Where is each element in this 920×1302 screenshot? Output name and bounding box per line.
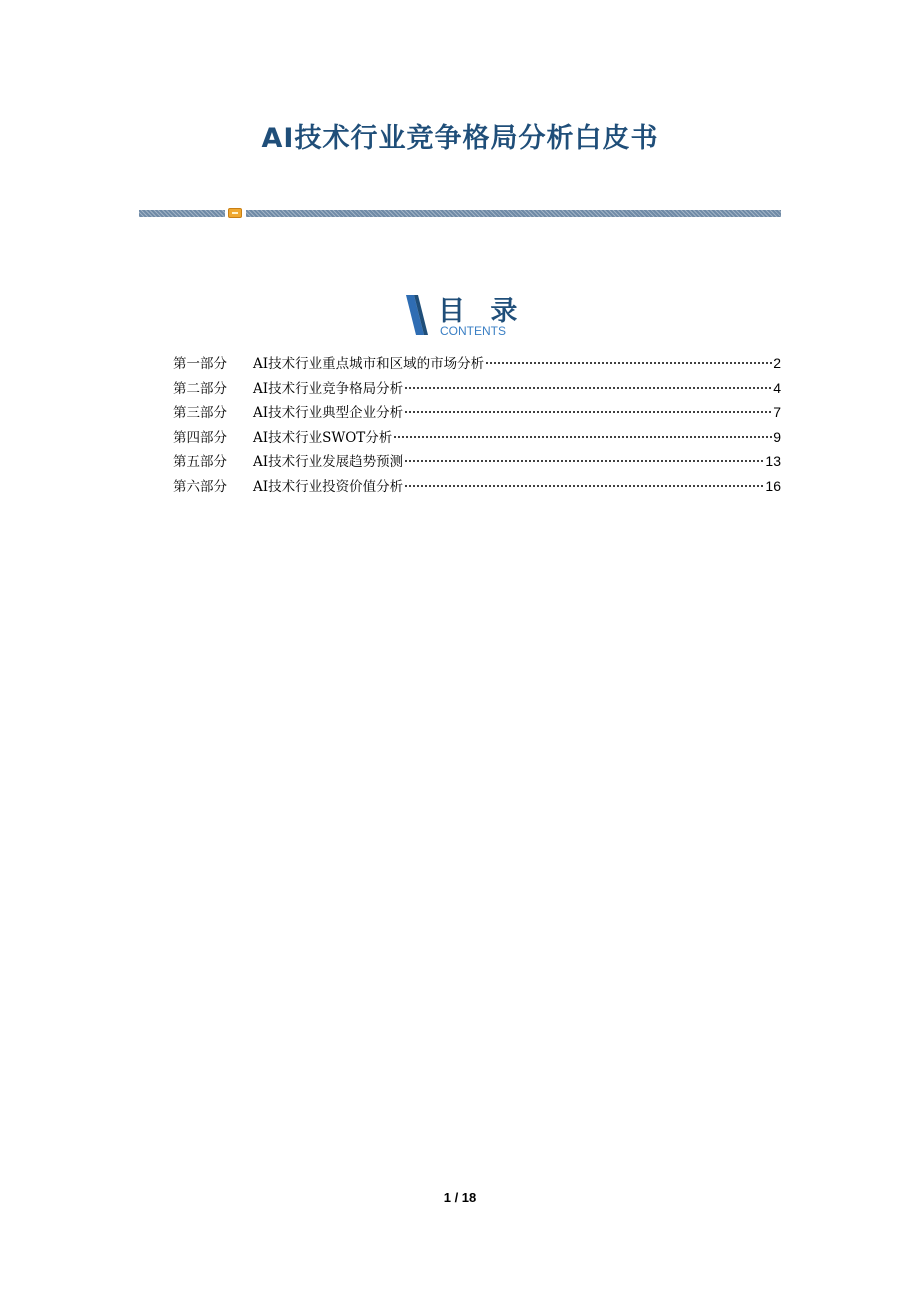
emblem-icon (228, 208, 242, 218)
header-divider (139, 208, 781, 218)
toc-entry-text: AI技术行业投资价值分析 (253, 478, 404, 495)
toc-leader-dots (393, 435, 772, 439)
toc-subheading: CONTENTS (440, 324, 506, 338)
document-title: AI技术行业竞争格局分析白皮书 (261, 123, 659, 154)
toc-entry-text: AI技术行业SWOT分析 (253, 429, 393, 446)
toc-entry-4[interactable] (173, 426, 781, 451)
divider-bar-left (139, 210, 225, 217)
toc-entry-3[interactable] (173, 401, 781, 426)
toc-entry-page: 9 (773, 428, 781, 445)
toc-heading: 目 录 (438, 296, 526, 327)
page-number: 1 / 18 (443, 1190, 477, 1205)
toc-entry-part: 第四部分 (173, 429, 227, 446)
toc-entry-page: 2 (773, 355, 781, 371)
toc-entry-part: 第三部分 (173, 405, 227, 422)
divider-bar-right (246, 210, 781, 217)
toc-entry-2[interactable] (173, 377, 781, 402)
toc-entry-part: 第五部分 (173, 454, 227, 471)
toc-entry-text: AI技术行业重点城市和区域的市场分析 (253, 356, 485, 372)
toc-entry-5[interactable] (173, 450, 781, 475)
toc-entry-page: 13 (765, 453, 781, 470)
toc-list (173, 352, 781, 500)
toc-entry-part: 第一部分 (173, 356, 227, 372)
toc-entry-part: 第六部分 (173, 478, 227, 495)
toc-entry-page: 7 (773, 404, 781, 421)
toc-bookmark-icon (404, 295, 430, 337)
toc-entry-text: AI技术行业典型企业分析 (253, 405, 404, 422)
toc-entry-part: 第二部分 (173, 380, 227, 397)
toc-header (404, 293, 524, 339)
toc-leader-dots (404, 484, 764, 488)
toc-entry-6[interactable] (173, 475, 781, 500)
toc-leader-dots (404, 459, 764, 463)
toc-leader-dots (404, 386, 772, 390)
toc-entry-text: AI技术行业发展趋势预测 (253, 454, 404, 471)
toc-leader-dots (404, 410, 772, 414)
toc-entry-text: AI技术行业竞争格局分析 (253, 380, 404, 397)
toc-leader-dots (485, 361, 772, 365)
toc-entry-page: 4 (773, 379, 781, 396)
toc-entry-page: 16 (765, 477, 781, 494)
toc-entry-1[interactable] (173, 352, 781, 377)
